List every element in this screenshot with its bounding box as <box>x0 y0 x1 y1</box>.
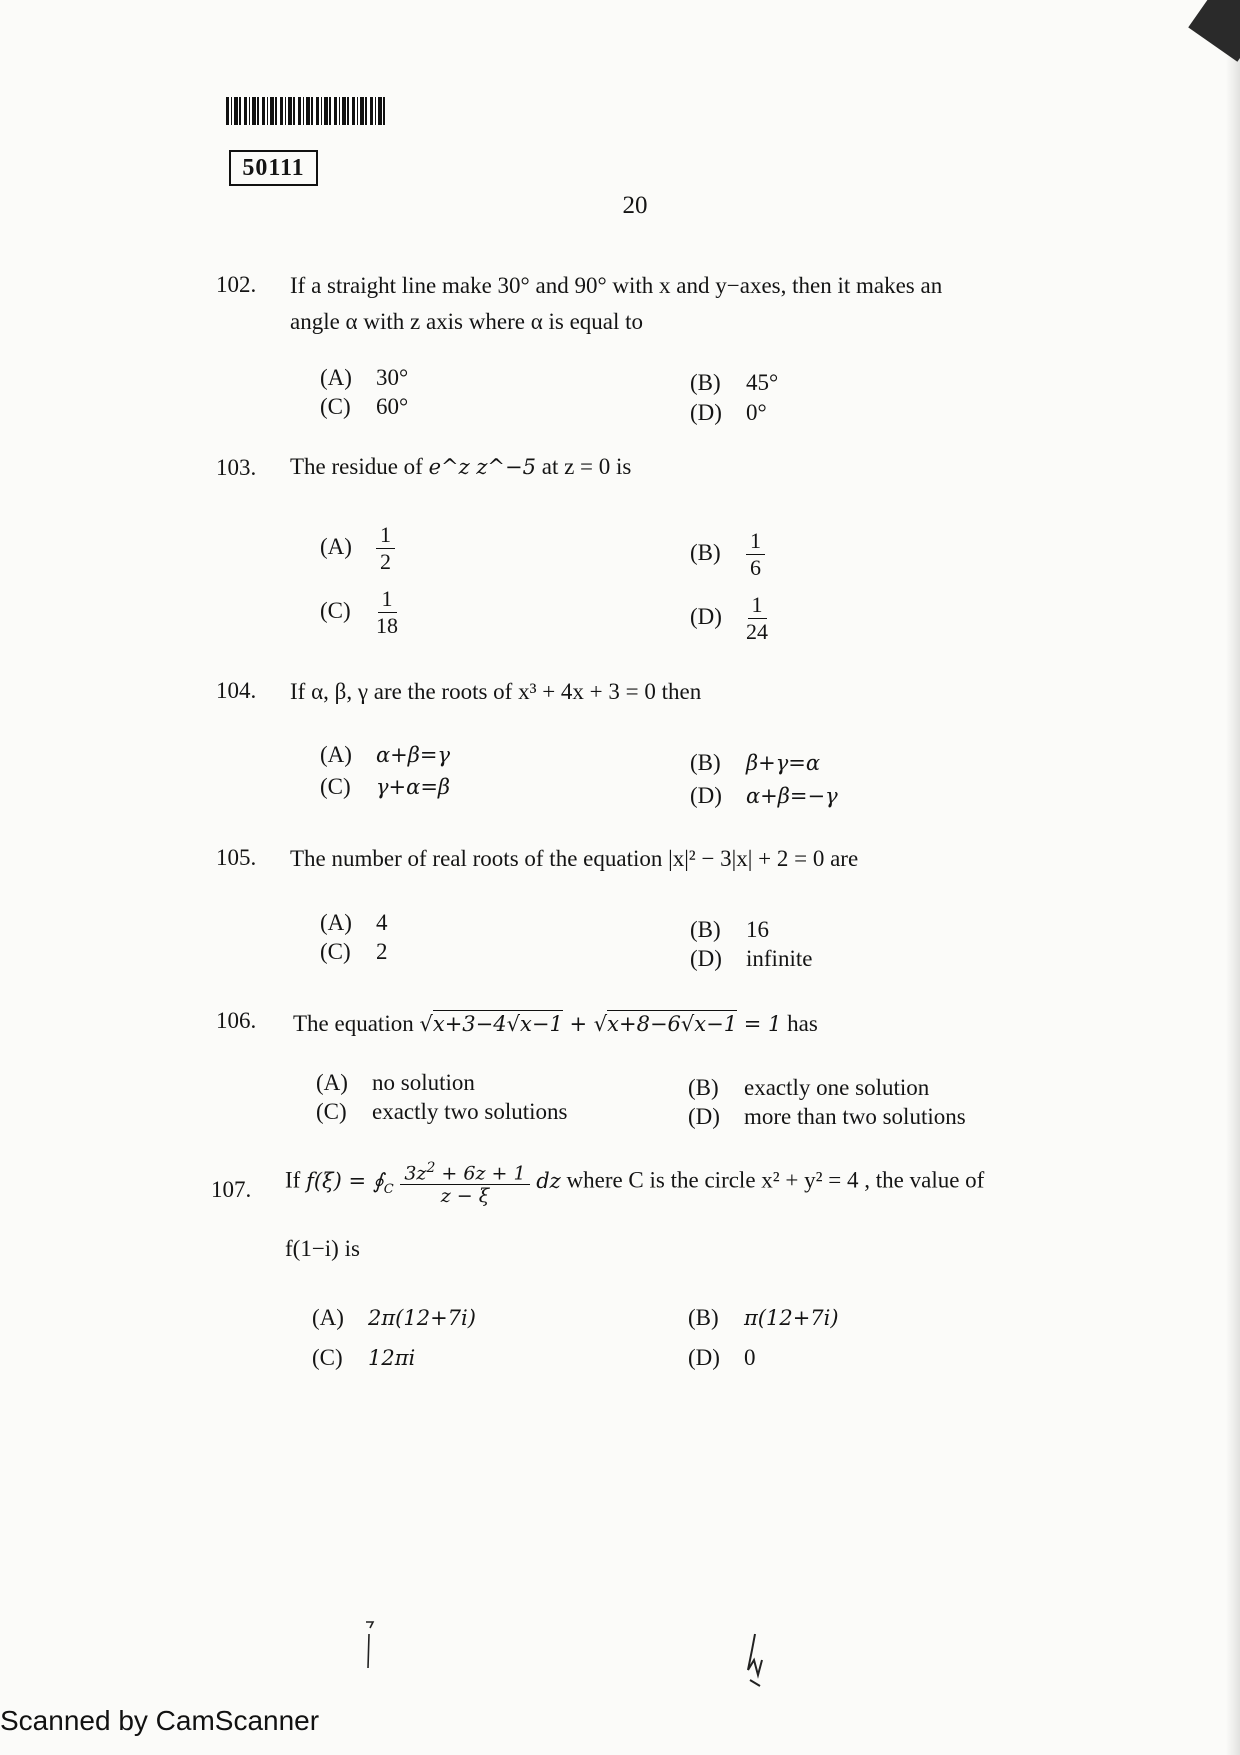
option-a[interactable] <box>312 1305 476 1331</box>
pen-scribble <box>362 1620 376 1670</box>
question-text-part: The residue of <box>290 454 423 479</box>
option-c[interactable] <box>312 1345 415 1371</box>
option-label: (D) <box>688 1104 720 1129</box>
option-label: (A) <box>312 1305 344 1330</box>
question-text: The number of real roots of the equation |x|² − 3|x| + 2 = 0 are <box>290 846 859 871</box>
function-definition: $f(\xi) = ∮_C$ $\frac{3z^2 + 6z + 1}{z - \xi}$ dz <box>306 1169 561 1193</box>
option-label: (B) <box>688 1305 719 1330</box>
option-label: (B) <box>690 917 721 942</box>
page-number: 20 <box>622 192 648 219</box>
option-label: (A) <box>320 910 352 935</box>
option-value: exactly two solutions <box>372 1099 568 1124</box>
option-a[interactable] <box>320 742 450 768</box>
option-value: β+γ=α <box>746 751 821 775</box>
option-value: 0 <box>744 1345 756 1370</box>
question-text <box>290 449 631 485</box>
question-text-part: where C is the circle x² + y² = 4 , the value of <box>566 1167 985 1193</box>
option-c[interactable] <box>316 1099 567 1125</box>
option-c[interactable] <box>320 939 388 965</box>
scanner-watermark: Scanned by CamScanner <box>0 1705 320 1736</box>
math-expression: e^z z^−5 <box>428 455 536 479</box>
option-value: infinite <box>746 946 813 971</box>
option-label: (C) <box>320 939 351 964</box>
option-label: (C) <box>316 1099 347 1124</box>
option-label: (D) <box>690 783 722 808</box>
question-text-line: angle α with z axis where α is equal to <box>290 309 644 334</box>
question-number: 102. <box>216 272 257 297</box>
option-b[interactable] <box>688 1305 839 1331</box>
scan-corner-artifact <box>1188 0 1240 62</box>
radical-equation: √x+3−4√x−1 + √x+8−6√x−1 = 1 <box>419 1012 782 1036</box>
fraction-numerator: 1 <box>748 592 767 619</box>
option-label: (B) <box>690 750 721 775</box>
option-value: 16 <box>746 917 769 942</box>
option-d[interactable] <box>688 1104 966 1130</box>
option-b[interactable] <box>690 750 820 776</box>
option-value: γ+α=β <box>376 775 451 799</box>
question-text-part: at z = 0 is <box>541 454 632 479</box>
paper-code-box: 50111 <box>229 150 318 186</box>
question-text: If α, β, γ are the roots of x³ + 4x + 3 = 0 then <box>290 679 702 704</box>
option-b[interactable] <box>690 370 778 396</box>
option-label: (A) <box>320 533 352 559</box>
question-number: 107. <box>211 1177 252 1202</box>
fraction-denominator: 2 <box>380 549 391 574</box>
question-text-part: has <box>787 1011 818 1036</box>
option-c[interactable] <box>320 586 398 639</box>
option-label: (B) <box>690 370 721 395</box>
question-number: 104. <box>216 678 257 703</box>
option-value: α+β=−γ <box>746 784 838 808</box>
option-a[interactable] <box>320 365 408 391</box>
fraction-denominator: 24 <box>746 619 768 644</box>
option-label: (C) <box>312 1345 343 1370</box>
fraction-numerator: 1 <box>378 586 397 613</box>
fraction-numerator: 1 <box>376 522 395 549</box>
fraction-denominator: 6 <box>750 555 761 580</box>
option-b[interactable] <box>690 528 765 581</box>
option-c[interactable] <box>320 394 408 420</box>
option-d[interactable] <box>690 592 768 645</box>
option-value: 12πi <box>368 1346 416 1370</box>
option-value: 4 <box>376 910 388 935</box>
option-label: (C) <box>320 394 351 419</box>
question-number: 105. <box>216 845 257 870</box>
barcode <box>226 97 386 125</box>
option-label: (B) <box>688 1075 719 1100</box>
question-number: 106. <box>216 1008 257 1033</box>
fraction-numerator: 1 <box>746 528 765 555</box>
option-label: (D) <box>688 1345 720 1370</box>
option-value: more than two solutions <box>744 1104 966 1129</box>
option-label: (A) <box>320 365 352 390</box>
fraction <box>746 592 768 645</box>
option-label: (C) <box>320 597 351 623</box>
option-value: α+β=γ <box>376 743 451 767</box>
option-d[interactable] <box>690 946 812 972</box>
option-d[interactable] <box>690 783 838 809</box>
option-label: (D) <box>690 603 722 629</box>
option-value: π(12+7i) <box>744 1306 839 1330</box>
option-label: (C) <box>320 774 351 799</box>
question-text <box>293 1006 818 1042</box>
option-b[interactable] <box>688 1075 929 1101</box>
option-a[interactable] <box>320 910 388 936</box>
fraction <box>376 522 395 575</box>
option-value: 45° <box>746 370 779 395</box>
question-text-part: The equation <box>293 1011 414 1036</box>
option-value: exactly one solution <box>744 1075 930 1100</box>
question-number: 103. <box>216 455 257 480</box>
option-value: no solution <box>372 1070 475 1095</box>
option-value: 30° <box>376 365 409 390</box>
option-label: (D) <box>690 946 722 971</box>
option-c[interactable] <box>320 774 450 800</box>
option-label: (A) <box>320 742 352 767</box>
question-text <box>290 268 1060 340</box>
pen-scribble <box>740 1630 770 1690</box>
scan-edge-shadow <box>1226 0 1240 1755</box>
option-a[interactable] <box>316 1070 475 1096</box>
option-b[interactable] <box>690 917 769 943</box>
fraction <box>746 528 765 581</box>
option-label: (A) <box>316 1070 348 1095</box>
fraction <box>376 586 398 639</box>
question-text-line: If a straight line make 30° and 90° with x and y−axes, then it makes an <box>290 273 943 298</box>
option-value: 0° <box>746 400 767 425</box>
question-text: If $f(\xi) = ∮_C$ $\frac{3z^2 + 6z + 1}{z - \xi}$ dz where C is the circle x² + y² = 4 , the value of <box>285 1157 984 1208</box>
option-value: 60° <box>376 394 409 419</box>
option-value: 2π(12+7i) <box>368 1306 476 1330</box>
fraction-denominator: 18 <box>376 613 398 638</box>
option-label: (D) <box>690 400 722 425</box>
option-value: 2 <box>376 939 388 964</box>
option-d[interactable] <box>690 400 767 426</box>
option-a[interactable] <box>320 522 395 575</box>
option-d[interactable] <box>688 1345 756 1371</box>
option-label: (B) <box>690 539 721 565</box>
question-text-line: f(1−i) is <box>285 1236 360 1261</box>
